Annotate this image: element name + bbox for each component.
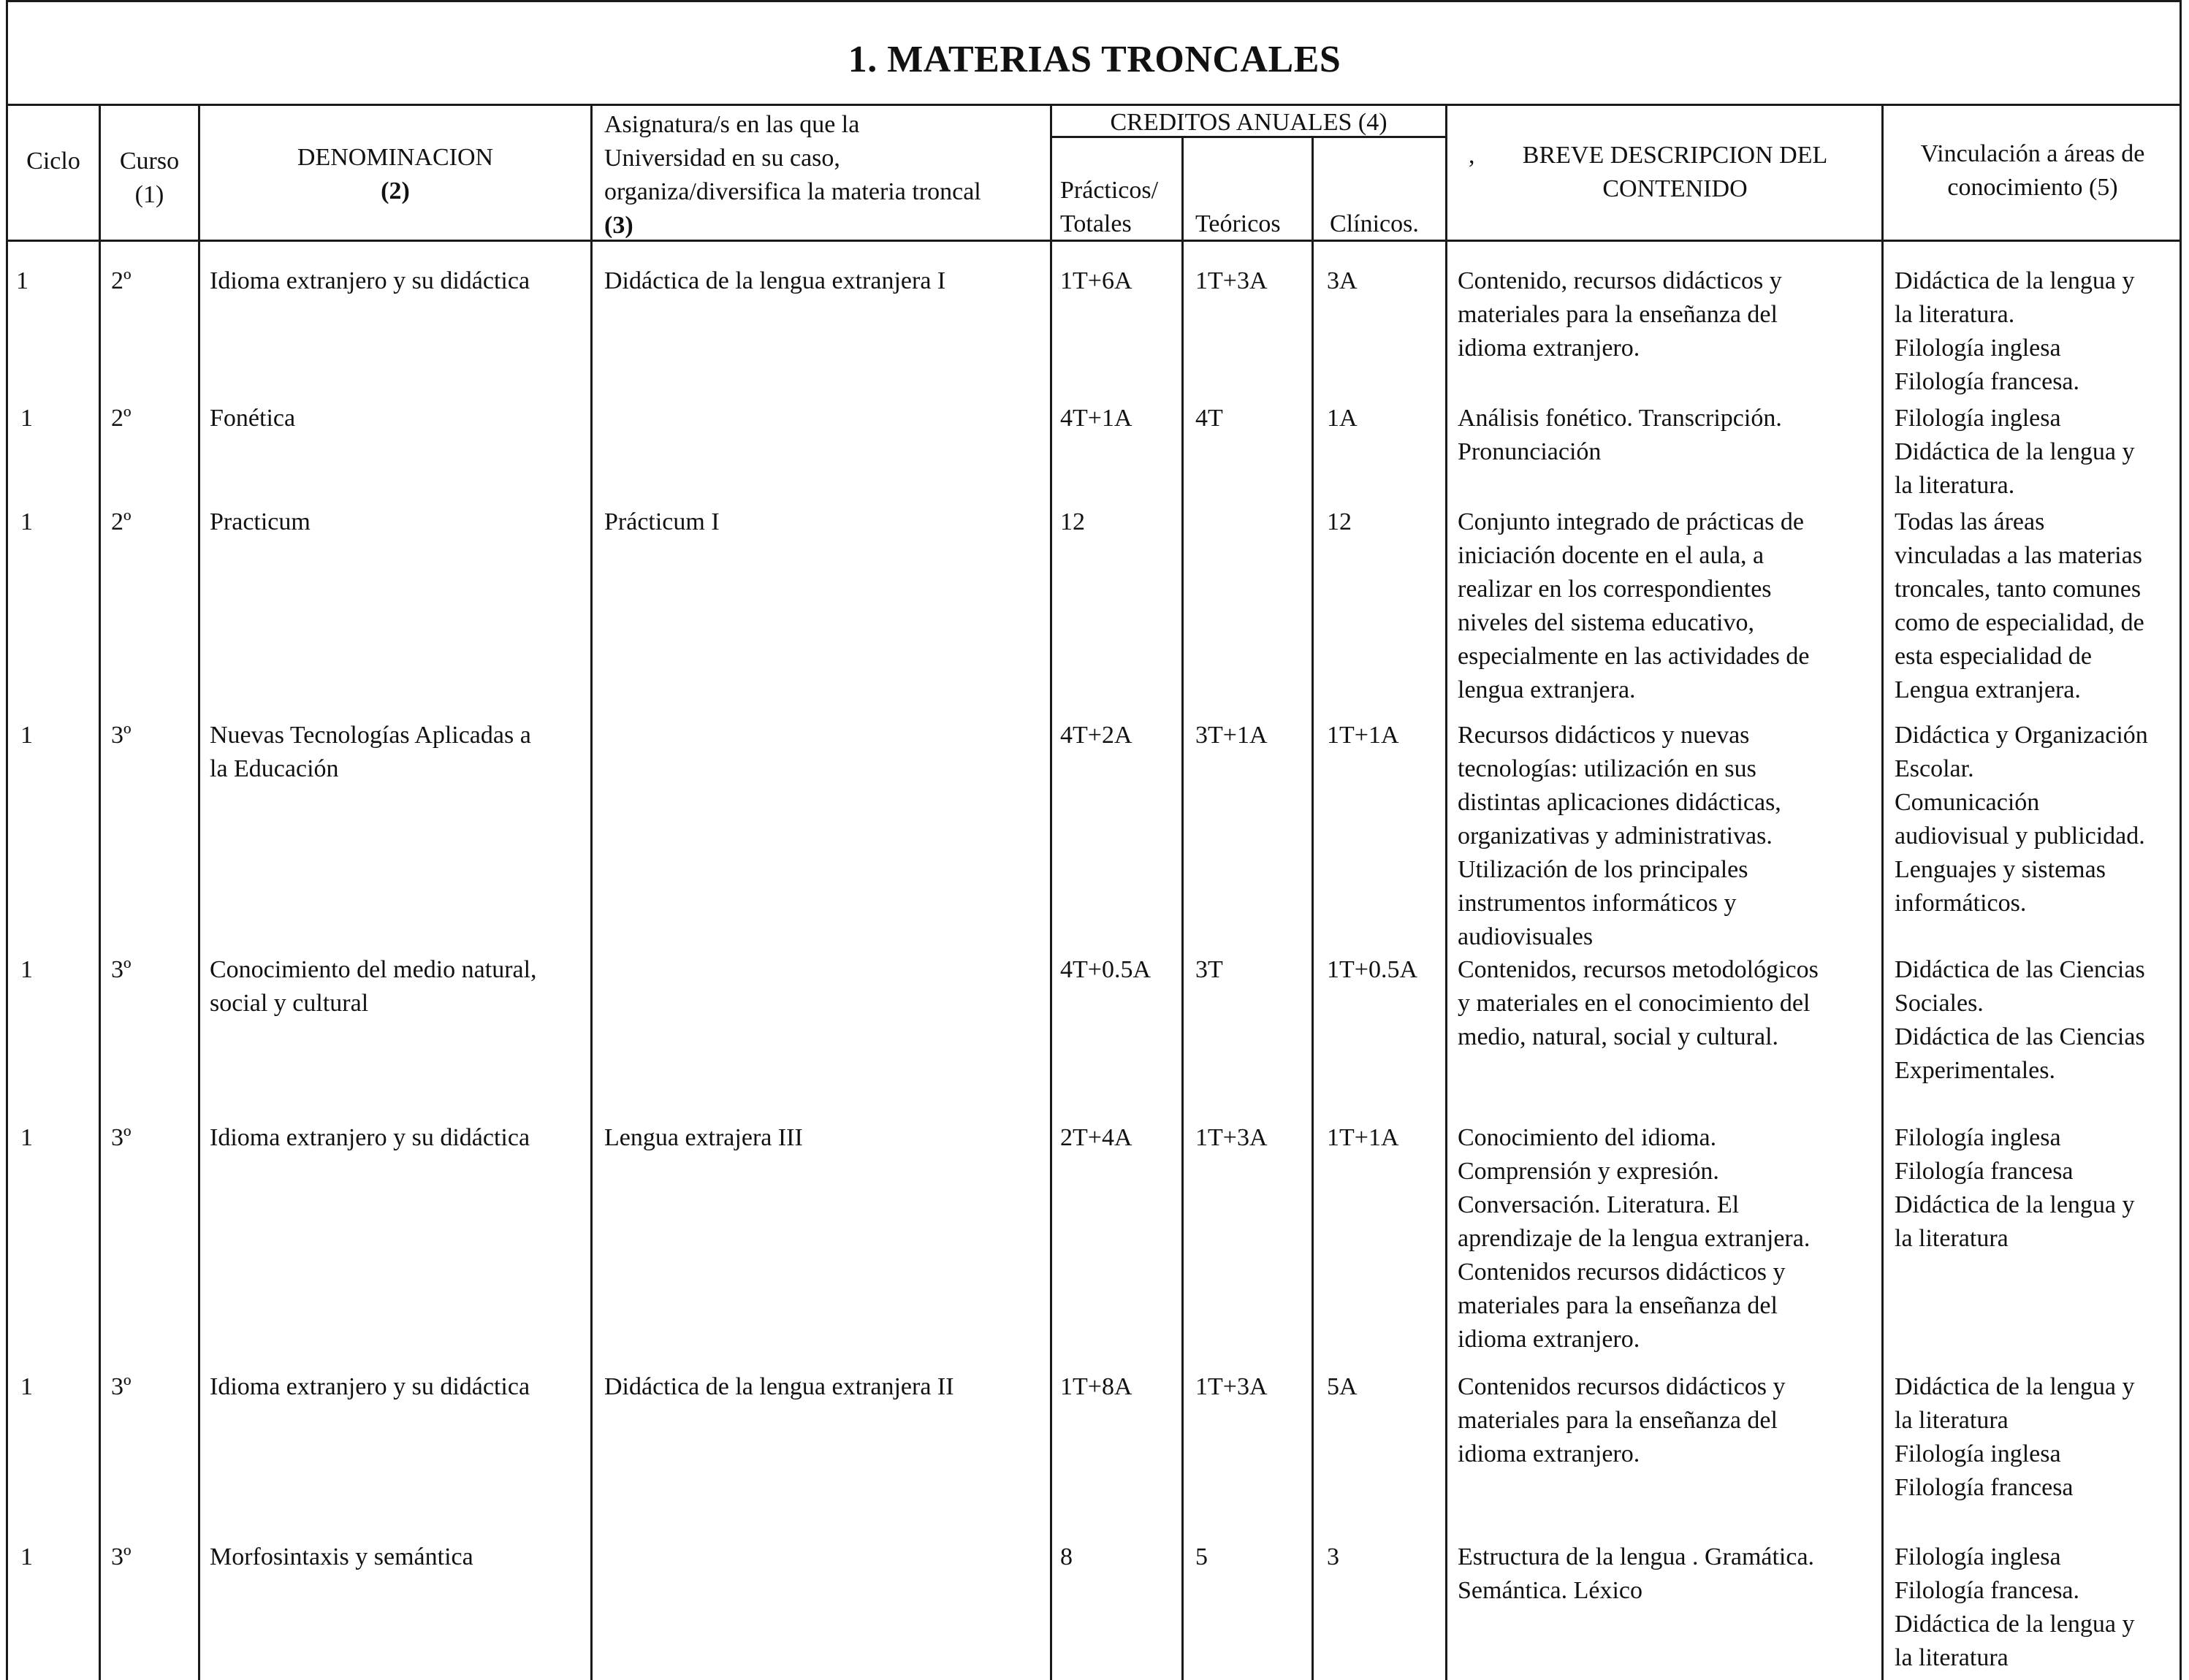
cell-vinculacion: Filología inglesa Filología francesa. Didáctica de la lengua y la literatura bbox=[1895, 1543, 2135, 1671]
cell-teoricos: 3T bbox=[1195, 956, 1223, 983]
cell-curso: 3º bbox=[111, 956, 132, 983]
col-sep-denominacion bbox=[590, 104, 593, 1680]
cell-denominacion: Idioma extranjero y su didáctica bbox=[210, 267, 530, 294]
cell-descripcion: Contenidos, recursos metodológicos y materiales en el conocimiento del medio, natural, social y cultural. bbox=[1458, 956, 1819, 1050]
cell-vinculacion: Filología inglesa Didáctica de la lengua y la literatura. bbox=[1895, 405, 2135, 499]
cell-totales: 2T+4A bbox=[1060, 1124, 1132, 1151]
header-denominacion bbox=[200, 141, 590, 208]
col-sep-totales bbox=[1181, 136, 1184, 1680]
cell-ciclo: 1 bbox=[20, 1124, 33, 1151]
header-vinculacion: Vinculación a áreas de conocimiento (5) bbox=[1920, 140, 2145, 201]
cell-denominacion: Nuevas Tecnologías Aplicadas a la Educación bbox=[210, 722, 531, 782]
cell-denominacion: Idioma extranjero y su didáctica bbox=[210, 1124, 530, 1151]
cell-curso: 2º bbox=[111, 508, 132, 535]
page-title: 1. MATERIAS TRONCALES bbox=[848, 39, 1341, 80]
cell-vinculacion: Didáctica de las Ciencias Sociales. Didáctica de las Ciencias Experimentales. bbox=[1895, 956, 2145, 1084]
cell-totales: 4T+0.5A bbox=[1060, 956, 1151, 983]
cell-clinicos: 1T+1A bbox=[1327, 722, 1399, 749]
col-sep-curso bbox=[198, 104, 200, 1680]
col-sep-clinicos bbox=[1445, 104, 1447, 1680]
col-sep-teoricos bbox=[1312, 136, 1314, 1680]
cell-curso: 3º bbox=[111, 722, 132, 749]
header-denominacion-ref: (2) bbox=[381, 177, 410, 205]
cell-clinicos: 3 bbox=[1327, 1543, 1339, 1570]
cell-clinicos: 12 bbox=[1327, 508, 1352, 535]
cell-teoricos: 4T bbox=[1195, 405, 1223, 432]
header-asignatura bbox=[604, 108, 1050, 243]
cell-curso: 3º bbox=[111, 1543, 132, 1570]
cell-ciclo: 1 bbox=[20, 508, 33, 535]
cell-clinicos: 1T+0.5A bbox=[1327, 956, 1417, 983]
cell-ciclo: 1 bbox=[20, 1373, 33, 1400]
header-totales: Prácticos/ Totales bbox=[1060, 177, 1159, 237]
cell-denominacion: Idioma extranjero y su didáctica bbox=[210, 1373, 530, 1400]
cell-teoricos: 5 bbox=[1195, 1543, 1208, 1570]
header-asignatura-label: Asignatura/s en las que la Universidad en su caso, organiza/diversifica la materia troncal bbox=[604, 111, 981, 205]
cell-curso: 3º bbox=[111, 1373, 132, 1400]
cell-ciclo: 1 bbox=[20, 722, 33, 749]
col-sep-descripcion bbox=[1881, 104, 1884, 1680]
cell-clinicos: 5A bbox=[1327, 1373, 1358, 1400]
header-clinicos: Clínicos. bbox=[1330, 210, 1419, 237]
cell-vinculacion: Didáctica de la lengua y la literatura. Filología inglesa Filología francesa. bbox=[1895, 267, 2135, 395]
cell-asignatura: Prácticum I bbox=[604, 508, 720, 535]
cell-curso: 3º bbox=[111, 1124, 132, 1151]
cell-totales: 1T+8A bbox=[1060, 1373, 1132, 1400]
cell-clinicos: 1T+1A bbox=[1327, 1124, 1399, 1151]
cell-curso: 2º bbox=[111, 405, 132, 432]
cell-totales: 1T+6A bbox=[1060, 267, 1132, 294]
cell-descripcion: Contenido, recursos didácticos y materiales para la enseñanza del idioma extranjero. bbox=[1458, 267, 1782, 362]
cell-teoricos: 1T+3A bbox=[1195, 1124, 1268, 1151]
header-descripcion: BREVE DESCRIPCION DEL CONTENIDO bbox=[1522, 142, 1828, 202]
cell-teoricos: 1T+3A bbox=[1195, 267, 1268, 294]
cell-vinculacion: Todas las áreas vinculadas a las materias troncales, tanto comunes como de especialidad, de esta especialidad de Lengua extranjera. bbox=[1895, 508, 2144, 703]
header-curso-ref: (1) bbox=[134, 181, 164, 208]
cell-descripcion: Conocimiento del idioma. Comprensión y expresión. Conversación. Literatura. El aprendizaje de la lengua extranjera. Contenidos recursos didácticos y materiales para la enseñanza del idioma extranjero. bbox=[1458, 1124, 1811, 1353]
cell-descripcion: Conjunto integrado de prácticas de iniciación docente en el aula, a realizar en los correspondientes niveles del sistema educativo, especialmente en las actividades de lengua extranjera. bbox=[1458, 508, 1810, 703]
col-sep-ciclo bbox=[99, 104, 101, 1680]
cell-totales: 12 bbox=[1060, 508, 1085, 535]
cell-denominacion: Practicum bbox=[210, 508, 311, 535]
header-creditos: CREDITOS ANUALES (4) bbox=[1110, 109, 1387, 136]
header-denominacion-label: DENOMINACION bbox=[297, 144, 494, 171]
cell-teoricos: 1T+3A bbox=[1195, 1373, 1268, 1400]
header-ciclo: Ciclo bbox=[26, 148, 80, 175]
cell-ciclo: 1 bbox=[20, 956, 33, 983]
header-teoricos: Teóricos bbox=[1195, 210, 1281, 237]
cell-denominacion: Conocimiento del medio natural, social y cultural bbox=[210, 956, 537, 1017]
cell-clinicos: 1A bbox=[1327, 405, 1358, 432]
cell-clinicos: 3A bbox=[1327, 267, 1358, 294]
cell-asignatura: Didáctica de la lengua extranjera II bbox=[604, 1373, 954, 1400]
cell-descripcion: Análisis fonético. Transcripción. Pronunciación bbox=[1458, 405, 1782, 465]
header-curso bbox=[101, 145, 198, 212]
cell-descripcion: Estructura de la lengua . Gramática. Semántica. Léxico bbox=[1458, 1543, 1815, 1604]
cell-asignatura: Lengua extrajera III bbox=[604, 1124, 803, 1151]
cell-totales: 4T+2A bbox=[1060, 722, 1132, 749]
cell-asignatura: Didáctica de la lengua extranjera I bbox=[604, 267, 946, 294]
cell-ciclo: 1 bbox=[16, 267, 28, 294]
cell-vinculacion: Filología inglesa Filología francesa Didáctica de la lengua y la literatura bbox=[1895, 1124, 2135, 1252]
cell-totales: 4T+1A bbox=[1060, 405, 1132, 432]
cell-vinculacion: Didáctica y Organización Escolar. Comunicación audiovisual y publicidad. Lenguajes y sistemas informáticos. bbox=[1895, 722, 2148, 917]
cell-ciclo: 1 bbox=[20, 405, 33, 432]
cell-denominacion: Morfosintaxis y semántica bbox=[210, 1543, 473, 1570]
header-asignatura-ref: (3) bbox=[604, 212, 633, 239]
cell-curso: 2º bbox=[111, 267, 132, 294]
cell-totales: 8 bbox=[1060, 1543, 1073, 1570]
cell-vinculacion: Didáctica de la lengua y la literatura Filología inglesa Filología francesa bbox=[1895, 1373, 2135, 1501]
cell-descripcion: Recursos didácticos y nuevas tecnologías: utilización en sus distintas aplicaciones didácticas, organizativas y administrativas. Utilización de los principales instrumentos informáticos y audiovisuales bbox=[1458, 722, 1781, 950]
cell-ciclo: 1 bbox=[20, 1543, 33, 1570]
header-curso-label: Curso bbox=[119, 148, 180, 175]
cell-teoricos: 3T+1A bbox=[1195, 722, 1268, 749]
cell-denominacion: Fonética bbox=[210, 405, 296, 432]
header-descripcion-mark: , bbox=[1469, 142, 1475, 169]
col-sep-asignatura bbox=[1050, 104, 1052, 1680]
cell-descripcion: Contenidos recursos didácticos y materiales para la enseñanza del idioma extranjero. bbox=[1458, 1373, 1786, 1467]
